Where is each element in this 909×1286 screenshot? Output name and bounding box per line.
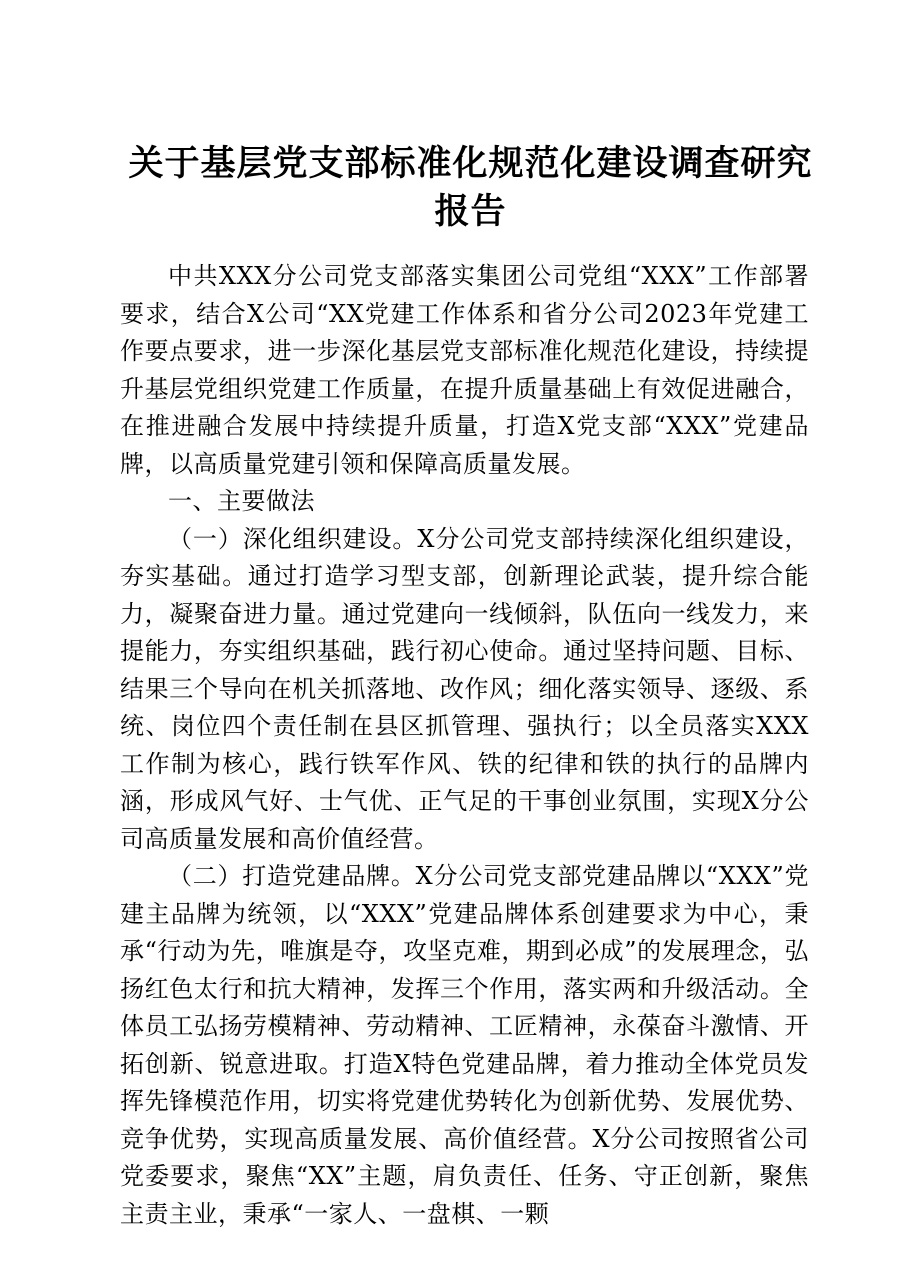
document-body: [120, 258, 809, 1233]
paragraph-party-brand: （二）打造党建品牌。X分公司党支部党建品牌以“XXX”党建主品牌为统领，以“XXX”党建品牌体系创建要求为中心，秉承“行动为先，唯旗是夺，攻坚克难，期到必成”的发展理念，弘扬红色太行和抗大精神，发挥三个作用，落实两和升级活动。全体员工弘扬劳模精神、劳动精神、工匠精神，永葆奋斗激情、开拓创新、锐意进取。打造X特色党建品牌，着力推动全体党员发挥先锋模范作用，切实将党建优势转化为创新优势、发展优势、竞争优势，实现高质量发展、高价值经营。X分公司按照省公司党委要求，聚焦“XX”主题，肩负责任、任务、守正创新，聚焦主责主业，秉承“一家人、一盘棋、一颗: [120, 862, 809, 1228]
paragraph-organization-building: （一）深化组织建设。X分公司党支部持续深化组织建设，夯实基础。通过打造学习型支部，创新理论武装，提升综合能力，凝聚奋进力量。通过党建向一线倾斜，队伍向一线发力，来提能力，夯实组织基础，践行初心使命。通过坚持问题、目标、结果三个导向在机关抓落地、改作风；细化落实领导、逐级、系统、岗位四个责任制在县区抓管理、强执行；以全员落实XXX工作制为核心，践行铁军作风、铁的纪律和铁的执行的品牌内涵，形成风气好、士气优、正气足的干事创业氛围，实现X分公司高质量发展和高价值经营。: [120, 524, 809, 853]
section-heading: 一、主要做法: [168, 487, 315, 515]
document-title: 关于基层党支部标准化规范化建设调查研究报告: [128, 144, 813, 232]
intro-paragraph: 中共XXX分公司党支部落实集团公司党组“XXX”工作部署要求，结合X公司“XX党建工作体系和省分公司2023年党建工作要点要求，进一步深化基层党支部标准化规范化建设，持续提升基层党组织党建工作质量，在提升质量基础上有效促进融合，在推进融合发展中持续提升质量，打造X党支部“XXX”党建品牌，以高质量党建引领和保障高质量发展。: [120, 262, 809, 478]
